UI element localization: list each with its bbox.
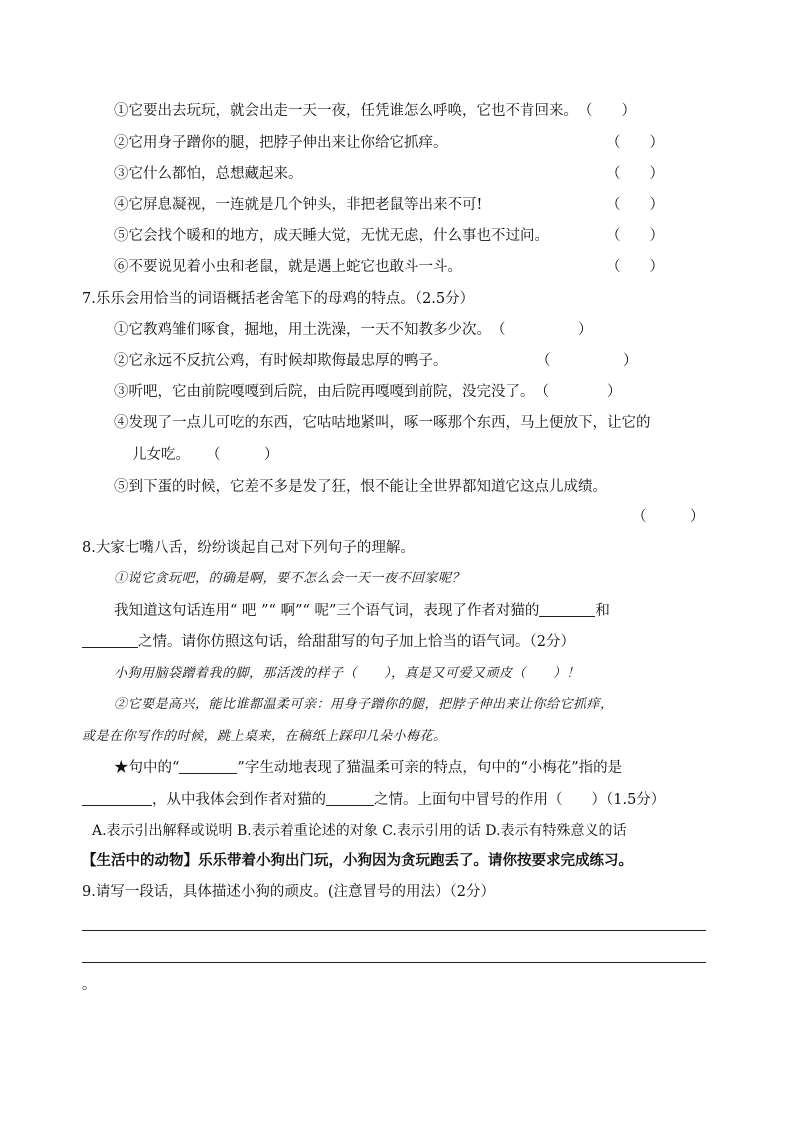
q6-item-1 [114, 101, 636, 121]
q8-prompt-text: 之情。请你仿照这句话，给甜甜写的句子加上恰当的语气词。（2分） [138, 634, 575, 650]
blank-line[interactable] [539, 601, 595, 617]
q8-star-line [114, 758, 622, 778]
q7-item-text: ③听吧，它由前院嘎嘎到后院，由后院再嘎嘎到前院，没完没了。 [114, 384, 535, 400]
q7-item-4: ④发现了一点儿可吃的东西，它咕咕地紧叫，啄一啄那个东西，马上便放下，让它的 [114, 415, 651, 431]
writing-line-1[interactable] [82, 930, 706, 931]
q8-star-text: ，从中我体会到作者对猫的 [152, 792, 326, 808]
q8-sentence-2: ②它要是高兴，能比谁都温柔可亲：用身子蹭你的腿，把脖子伸出来让你给它抓痒， [114, 697, 614, 712]
q8-star-text: 之情。上面句中冒号的作用（ ）（1.5分） [374, 792, 666, 808]
q8-dog-sentence: 小狗用脑袋蹭着我的脚，那活泼的样子（ ），真是又可爱又顽皮（ ）！ [114, 666, 581, 681]
answer-paren[interactable]: （ ） [606, 228, 664, 244]
q8-sentence-2-cont: 或是在你写作的时候，跳上桌来，在稿纸上踩印几朵小梅花。 [82, 729, 447, 744]
q6-item-text: ①它要出去玩玩，就会出走一天一夜，任凭谁怎么呼唤，它也不肯回来。 [114, 103, 578, 119]
q7-item-1 [114, 320, 593, 340]
life-section-heading: 【生活中的动物】乐乐带着小狗出门玩，小狗因为贪玩跑丢了。请你按要求完成练习。 [82, 852, 633, 869]
blank-line[interactable] [82, 790, 152, 806]
blank-line[interactable] [82, 632, 138, 648]
q7-item-text: ①它教鸡雏们啄食，掘地，用土洗澡，一天不知教多少次。 [114, 322, 491, 338]
q8-star-text: ”字生动地表现了猫温柔可亲的特点，句中的“小梅花”指的是 [237, 760, 623, 776]
q6-item-4 [114, 195, 674, 215]
q8-prompt-line-1 [114, 601, 610, 621]
answer-paren[interactable]: （ ） [606, 166, 664, 182]
answer-paren[interactable]: （ ） [606, 197, 664, 213]
q6-item-3 [114, 164, 674, 184]
q7-item-text: ②它永远不反抗公鸡，有时候却欺侮最忠厚的鸭子。 [114, 353, 448, 369]
answer-paren[interactable]: （ ） [206, 447, 279, 463]
q6-item-text: ②它用身子蹭你的腿，把脖子伸出来让你给它抓痒。 [114, 135, 448, 151]
answer-paren[interactable]: （ ） [491, 322, 593, 338]
q8-star-line-2 [82, 790, 665, 810]
q6-item-6 [114, 257, 674, 277]
q7-item-text: 儿女吃。 [132, 447, 190, 463]
writing-line-2[interactable] [82, 962, 706, 963]
blank-line[interactable] [326, 790, 374, 806]
q6-item-text: ⑤它会找个暖和的地方，成天睡大觉，无忧无虑，什么事也不过问。 [114, 228, 549, 244]
q8-sentence-1: ①说它贪玩吧，的确是啊，要不怎么会一天一夜不回家呢？ [114, 571, 466, 586]
q7-item-2 [114, 351, 654, 371]
q8-prompt-text: 我知道这句话连用“ 吧 ”“ 啊”“ 呢”三个语气词，表现了作者对猫的 [114, 603, 540, 619]
answer-paren[interactable]: （ ） [534, 384, 622, 400]
q7-title: 7.乐乐会用恰当的词语概括老舍笔下的母鸡的特点。（2.5分） [82, 291, 475, 307]
q6-item-text: ⑥不要说见着小虫和老鼠，就是遇上蛇它也敢斗一斗。 [114, 259, 462, 275]
answer-paren[interactable]: （ ） [536, 353, 638, 369]
q6-item-5 [114, 226, 674, 246]
q8-options: A.表示引出解释或说明 B.表示着重论述的对象 C.表示引用的话 D.表示有特殊意义的话 [92, 823, 627, 839]
q8-title: 8.大家七嘴八舌，纷纷谈起自己对下列句子的理解。 [82, 540, 415, 556]
q8-star-text: ★句中的“ [114, 760, 180, 776]
q6-item-text: ③它什么都怕，总想藏起来。 [114, 166, 303, 182]
q7-item-4-cont [132, 445, 279, 465]
q7-item-3 [114, 382, 622, 402]
q9-title: 9.请写一段话，具体描述小狗的顽皮。(注意冒号的用法）（2分） [82, 884, 495, 900]
q8-prompt-line-2 [82, 632, 575, 652]
q6-item-2 [114, 133, 674, 153]
q6-item-text: ④它屏息凝视，一连就是几个钟头，非把老鼠等出来不可! [114, 197, 483, 213]
end-mark: 。 [82, 977, 97, 993]
q7-item-5: ⑤到下蛋的时候，它差不多是发了狂，恨不能让全世界都知道它这点儿成绩。 [114, 479, 607, 495]
answer-paren[interactable]: （ ） [632, 509, 705, 525]
blank-line[interactable] [179, 758, 237, 774]
answer-paren[interactable]: （ ） [606, 259, 664, 275]
answer-paren[interactable]: （ ） [606, 135, 664, 151]
q8-prompt-text: 和 [595, 603, 610, 619]
answer-paren[interactable]: （ ） [578, 103, 636, 119]
